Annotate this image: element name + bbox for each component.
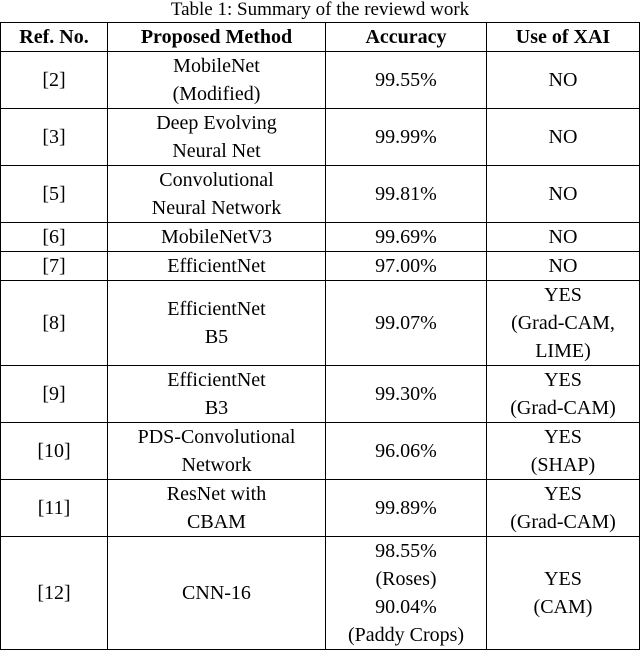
xai-cell-line: YES <box>544 284 582 306</box>
header-accuracy: Accuracy <box>326 23 487 52</box>
xai-cell <box>487 166 640 223</box>
xai-cell-line: NO <box>548 183 578 205</box>
header-ref-no: Ref. No. <box>1 23 108 52</box>
xai-cell <box>487 366 640 423</box>
xai-cell-line: (SHAP) <box>530 454 596 476</box>
method-cell-line: Network <box>181 454 252 476</box>
accuracy-cell-line: (Roses) <box>375 568 437 590</box>
accuracy-cell <box>326 252 487 281</box>
accuracy-cell <box>326 281 487 366</box>
method-cell-line: B3 <box>204 397 229 419</box>
method-cell <box>108 223 326 252</box>
method-cell-line: Neural Network <box>151 197 282 219</box>
xai-cell-line: YES <box>544 568 582 590</box>
xai-cell <box>487 52 640 109</box>
ref-cell: [12] <box>1 537 108 650</box>
accuracy-cell-line: 99.55% <box>375 69 437 91</box>
ref-cell: [6] <box>1 223 108 252</box>
method-cell-line: EfficientNet <box>167 369 266 391</box>
table-row <box>1 166 640 223</box>
accuracy-cell-line: 98.55% <box>375 540 437 562</box>
xai-cell-line: (Grad-CAM) <box>510 511 616 533</box>
method-cell <box>108 52 326 109</box>
xai-cell-line: YES <box>544 369 582 391</box>
xai-cell <box>487 537 640 650</box>
method-cell-line: MobileNetV3 <box>160 226 273 248</box>
xai-cell-line: NO <box>548 126 578 148</box>
header-proposed-method: Proposed Method <box>108 23 326 52</box>
ref-cell: [8] <box>1 281 108 366</box>
table-caption: Table 1: Summary of the reviewd work <box>170 0 470 20</box>
accuracy-cell-line: 99.81% <box>375 183 437 205</box>
accuracy-cell-line: 99.69% <box>375 226 437 248</box>
method-cell <box>108 252 326 281</box>
accuracy-cell-line: 99.99% <box>375 126 437 148</box>
accuracy-cell-line: 97.00% <box>375 255 437 277</box>
method-cell-line: MobileNet <box>173 55 260 77</box>
table-row <box>1 537 640 650</box>
method-cell-line: CBAM <box>187 511 246 533</box>
ref-cell: [10] <box>1 423 108 480</box>
ref-cell: [11] <box>1 480 108 537</box>
method-cell-line: Deep Evolving <box>156 112 277 134</box>
accuracy-cell <box>326 166 487 223</box>
table-row <box>1 480 640 537</box>
xai-cell-line: (Grad-CAM) <box>510 397 616 419</box>
xai-cell-line: (Grad-CAM, <box>511 312 615 334</box>
xai-cell <box>487 480 640 537</box>
method-cell-line: Neural Net <box>172 140 261 162</box>
table-row <box>1 423 640 480</box>
method-cell <box>108 537 326 650</box>
table-row <box>1 281 640 366</box>
table-row <box>1 252 640 281</box>
accuracy-cell-line: 96.06% <box>375 440 437 462</box>
method-cell-line: CNN-16 <box>182 582 251 604</box>
xai-cell <box>487 252 640 281</box>
summary-table <box>0 22 640 650</box>
accuracy-cell <box>326 480 487 537</box>
method-cell-line: EfficientNet <box>167 255 266 277</box>
xai-cell <box>487 423 640 480</box>
accuracy-cell <box>326 52 487 109</box>
header-use-of-xai: Use of XAI <box>487 23 640 52</box>
table-row <box>1 52 640 109</box>
method-cell <box>108 423 326 480</box>
method-cell-line: Convolutional <box>159 169 274 191</box>
ref-cell: [9] <box>1 366 108 423</box>
xai-cell-line: NO <box>548 226 578 248</box>
accuracy-cell <box>326 109 487 166</box>
xai-cell-line: (CAM) <box>533 596 593 618</box>
accuracy-cell-line: 99.89% <box>375 497 437 519</box>
xai-cell <box>487 281 640 366</box>
accuracy-cell-line: 99.30% <box>375 383 437 405</box>
ref-cell: [3] <box>1 109 108 166</box>
accuracy-cell-line: (Paddy Crops) <box>347 624 465 646</box>
accuracy-cell <box>326 366 487 423</box>
xai-cell <box>487 223 640 252</box>
method-cell <box>108 281 326 366</box>
xai-cell <box>487 109 640 166</box>
accuracy-cell <box>326 423 487 480</box>
table-row <box>1 223 640 252</box>
method-cell <box>108 109 326 166</box>
method-cell <box>108 166 326 223</box>
table-row <box>1 109 640 166</box>
xai-cell-line: NO <box>548 69 578 91</box>
header-row <box>1 23 640 52</box>
xai-cell-line: YES <box>544 483 582 505</box>
method-cell <box>108 480 326 537</box>
accuracy-cell <box>326 537 487 650</box>
accuracy-cell-line: 99.07% <box>375 312 437 334</box>
ref-cell: [5] <box>1 166 108 223</box>
method-cell-line: B5 <box>204 326 229 348</box>
method-cell-line: (Modified) <box>172 83 261 105</box>
accuracy-cell <box>326 223 487 252</box>
method-cell-line: PDS-Convolutional <box>137 426 296 448</box>
accuracy-cell-line: 90.04% <box>375 596 437 618</box>
xai-cell-line: LIME) <box>535 340 591 362</box>
ref-cell: [2] <box>1 52 108 109</box>
xai-cell-line: NO <box>548 255 578 277</box>
method-cell-line: EfficientNet <box>167 298 266 320</box>
ref-cell: [7] <box>1 252 108 281</box>
table-row <box>1 366 640 423</box>
method-cell <box>108 366 326 423</box>
table-body <box>1 52 640 650</box>
method-cell-line: ResNet with <box>166 483 267 505</box>
xai-cell-line: YES <box>544 426 582 448</box>
